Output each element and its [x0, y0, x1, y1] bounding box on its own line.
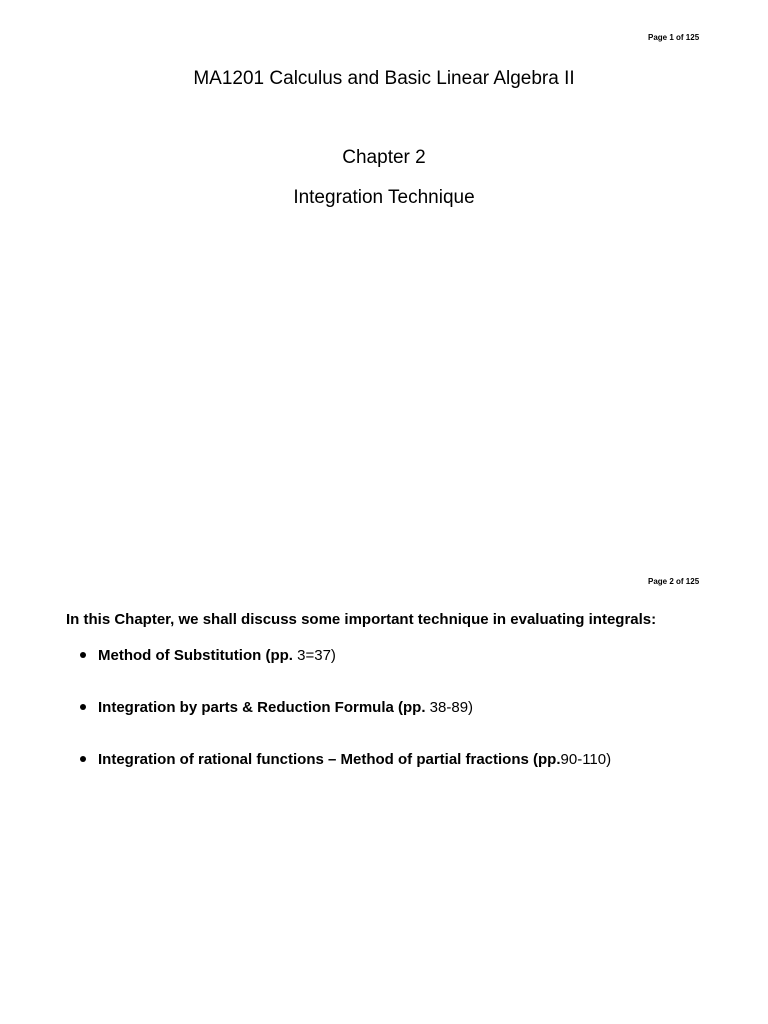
- topic-list: [78, 646, 611, 802]
- bullet-icon: [80, 756, 86, 762]
- topic-pages: 38-89): [425, 699, 474, 716]
- topic-pages: 90-110): [560, 751, 612, 768]
- page-number-1: Page 1 of 125: [648, 33, 700, 42]
- intro-text: In this Chapter, we shall discuss some important technique in evaluating integrals:: [66, 611, 657, 628]
- list-item: [78, 646, 611, 698]
- list-item: [78, 750, 611, 802]
- course-title: MA1201 Calculus and Basic Linear Algebra II: [193, 68, 575, 89]
- page-number-2: Page 2 of 125: [648, 577, 700, 586]
- topic-title: Method of Substitution (pp.: [98, 647, 293, 664]
- topic-pages: 3=37): [292, 647, 336, 664]
- topic-title: Integration by parts & Reduction Formula (pp.: [98, 699, 426, 716]
- bullet-icon: [80, 652, 86, 658]
- chapter-label: Chapter 2: [342, 147, 426, 168]
- topic-title: Integration of rational functions – Method of partial fractions (pp.: [98, 751, 561, 768]
- list-item: [78, 698, 611, 750]
- chapter-name: Integration Technique: [293, 187, 475, 208]
- bullet-icon: [80, 704, 86, 710]
